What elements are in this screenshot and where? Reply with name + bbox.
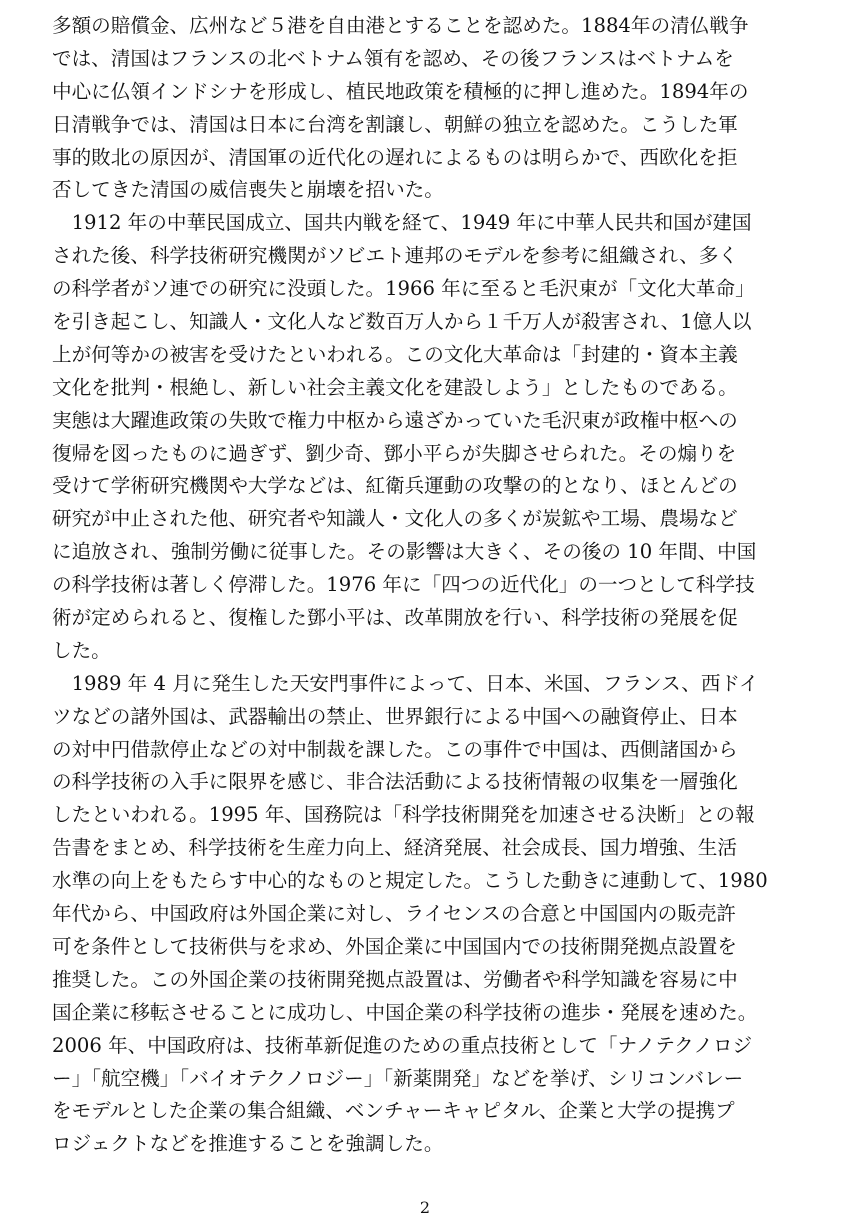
text-line: した。 (52, 638, 111, 662)
text-line: の科学者がソ連での研究に没頭した。1966 年に至ると毛沢東が「文化大革命」 (52, 277, 755, 301)
text-line: を引き起こし、知識人・文化人など数百万人から１千万人が殺害され、1億人以 (52, 310, 752, 334)
text-line: の科学技術は著しく停滞した。1976 年に「四つの近代化」の一つとして科学技 (52, 573, 755, 597)
text-line: したといわれる。1995 年、国務院は「科学技術開発を加速させる決断」との報 (52, 803, 755, 827)
text-line: 推奨した。この外国企業の技術開発拠点設置は、労働者や科学知識を容易に中 (52, 967, 738, 991)
text-line: 研究が中止された他、研究者や知識人・文化人の多くが炭鉱や工場、農場など (52, 507, 738, 531)
text-line: 中心に仏領インドシナを形成し、植民地政策を積極的に押し進めた。1894年の (52, 79, 749, 103)
text-line: 術が定められると、復権した鄧小平は、改革開放を行い、科学技術の発展を促 (52, 606, 738, 630)
paragraph-qing-wars (52, 10, 802, 207)
paragraph-tiananmen-technology (52, 668, 802, 1161)
paragraph-cultural-revolution (52, 207, 802, 667)
text-line: 水準の向上をもたらす中心的なものと規定した。こうした動きに連動して、1980 (52, 869, 768, 893)
text-line: の対中円借款停止などの対中制裁を課した。この事件で中国は、西側諸国から (52, 737, 738, 761)
text-line: 2006 年、中国政府は、技術革新促進のための重点技術として「ナノテクノロジ (52, 1033, 753, 1057)
text-line: に追放され、強制労働に従事した。その影響は大きく、その後の 10 年間、中国 (52, 540, 757, 564)
text-line: 年代から、中国政府は外国企業に対し、ライセンスの合意と中国国内の販売許 (52, 902, 737, 926)
text-line: 国企業に移転させることに成功し、中国企業の科学技術の進歩・発展を速めた。 (52, 1000, 758, 1024)
text-line: された後、科学技術研究機関がソビエト連邦のモデルを参考に組織され、多く (52, 244, 738, 268)
text-line: 否してきた清国の威信喪失と崩壊を招いた。 (52, 178, 444, 202)
text-line: 実態は大躍進政策の失敗で権力中枢から遠ざかっていた毛沢東が政権中枢への (52, 408, 738, 432)
text-line: ツなどの諸外国は、武器輸出の禁止、世界銀行による中国への融資停止、日本 (52, 704, 738, 728)
text-line: 多額の賠償金、広州など５港を自由港とすることを認めた。1884年の清仏戦争 (52, 14, 749, 37)
text-line: ロジェクトなどを推進することを強調した。 (52, 1132, 444, 1156)
text-line: 上が何等かの被害を受けたといわれる。この文化大革命は「封建的・資本主義 (52, 342, 738, 366)
text-line: 受けて学術研究機関や大学などは、紅衛兵運動の攻撃の的となり、ほとんどの (52, 474, 738, 498)
text-line: では、清国はフランスの北ベトナム領有を認め、その後フランスはベトナムを (52, 46, 734, 70)
text-line: 可を条件として技術供与を求め、外国企業に中国国内での技術開発拠点設置を (52, 934, 737, 958)
text-line: 事的敗北の原因が、清国軍の近代化の遅れによるものは明らかで、西欧化を拒 (52, 145, 738, 169)
text-line: をモデルとした企業の集合組織、ベンチャーキャピタル、企業と大学の提携プ (52, 1099, 735, 1123)
text-line: 文化を批判・根絶し、新しい社会主義文化を建設しよう」としたものである。 (52, 375, 738, 399)
text-line: 1912 年の中華民国成立、国共内戦を経て、1949 年に中華人民共和国が建国 (52, 211, 752, 235)
text-line: 1989 年 4 月に発生した天安門事件によって、日本、米国、フランス、西ドイ (52, 671, 759, 695)
page-number: 2 (419, 1198, 431, 1217)
text-line: 日清戦争では、清国は日本に台湾を割譲し、朝鮮の独立を認めた。こうした軍 (52, 112, 738, 136)
text-line: 告書をまとめ、科学技術を生産力向上、経済発展、社会成長、国力増強、生活 (52, 836, 737, 860)
text-line: ー」「航空機」「バイオテクノロジー」「新薬開発」などを挙げ、シリコンバレー (52, 1066, 744, 1090)
text-line: 復帰を図ったものに過ぎず、劉少奇、鄧小平らが失脚させられた。その煽りを (52, 441, 737, 465)
text-line: の科学技術の入手に限界を感じ、非合法活動による技術情報の収集を一層強化 (52, 770, 738, 794)
body-text (52, 10, 802, 1161)
